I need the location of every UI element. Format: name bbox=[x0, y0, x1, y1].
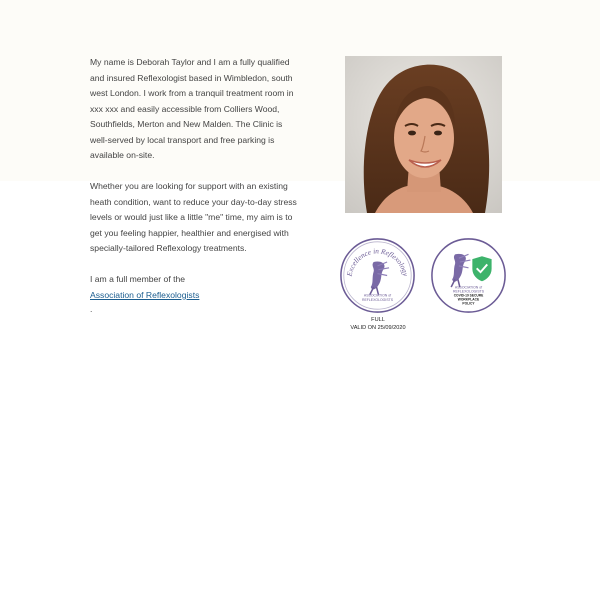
badge-org-line: ASSOCIATION of bbox=[363, 293, 392, 298]
intro-paragraph: Whether you are looking for support with an existing heath condition, want to reduce your day-to-day stress levels or would just like a little "me" time, my aim is to get you feeling happier, healthier and energised with specially-tailored Reflexology treatments. bbox=[90, 181, 297, 253]
membership-text: I am a full member of the bbox=[90, 274, 186, 284]
association-link[interactable]: Association of Reflexologists bbox=[90, 289, 200, 300]
badge-org-line: ASSOCIATION of bbox=[454, 285, 483, 290]
profile-photo bbox=[345, 56, 502, 213]
badge-caption bbox=[331, 316, 425, 332]
excellence-badge-graphic bbox=[339, 237, 416, 314]
covid-badge bbox=[430, 237, 507, 314]
excellence-badge bbox=[339, 237, 416, 314]
badge-org-line: REFLEXOLOGISTS bbox=[452, 289, 485, 294]
trailing-dot: . bbox=[90, 304, 93, 314]
badge-policy-line: POLICY bbox=[462, 301, 475, 306]
valid-date: VALID ON 25/09/2020 bbox=[350, 325, 406, 331]
portrait-image bbox=[345, 56, 502, 213]
badge-policy-line: COVID-19 SECURE bbox=[453, 293, 484, 298]
membership-level: FULL bbox=[371, 317, 385, 323]
badge-org-line: REFLEXOLOGISTS bbox=[361, 298, 394, 303]
membership-line bbox=[90, 272, 300, 303]
covid-badge-graphic bbox=[430, 237, 507, 314]
badge-policy-line: WORKPLACE bbox=[457, 297, 480, 302]
badge-arc-text: Excellence in Reflexology bbox=[344, 246, 411, 277]
intro-paragraph: My name is Deborah Taylor and I am a fully qualified and insured Reflexologist based in Wimbledon, south west London. I work from a tranquil treatment room in xxx xxx and easily accessible from Colliers Wood, Southfields, Merton and New Malden. The Clinic is well-served by local transport and free parking is available on-site. bbox=[90, 57, 294, 160]
intro-text bbox=[90, 55, 300, 314]
